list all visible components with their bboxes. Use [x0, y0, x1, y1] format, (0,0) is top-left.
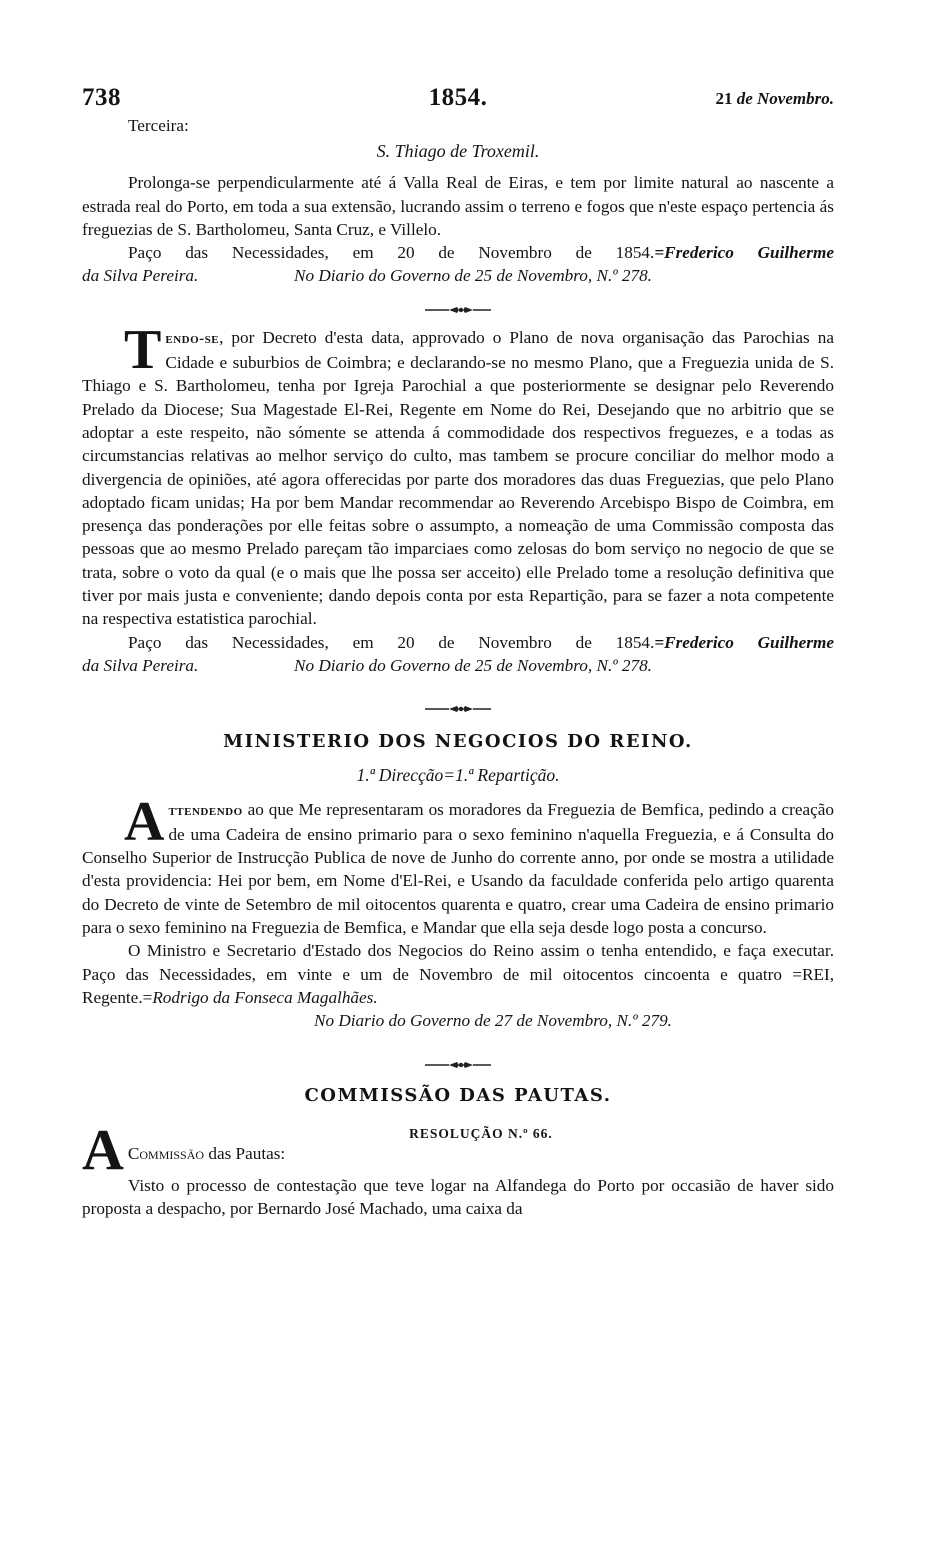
signature-line	[82, 264, 834, 287]
section-heading: COMMISSÃO DAS PAUTAS.	[304, 1084, 612, 1106]
drop-cap: A	[124, 790, 165, 853]
closing-line	[82, 241, 834, 264]
section-troxemil	[82, 114, 834, 288]
closing-text: Paço das Necessidades, em 20 de Novembro de 1854.	[128, 243, 655, 263]
resolution-number: RESOLUÇÃO N.º 66.	[409, 1125, 553, 1141]
closing-text: Paço das Necessidades, em 20 de Novembro de 1854.	[128, 632, 655, 652]
page-year: 1854.	[428, 84, 488, 111]
publication-note: No Diario do Governo de 25 de Novembro, N.º 278.	[294, 266, 652, 286]
paragraph	[82, 318, 834, 631]
page-date	[715, 89, 834, 109]
paragraph-text: O Ministro e Secretario d'Estado dos Negocios do Reino assim o tenha entendido, e faça executar. Paço das Necessidades, em vinte e um de Novembro de mil oitocentos cincoenta e quatro =REI, Regente.=	[82, 941, 834, 1007]
resolution-lead	[82, 1142, 834, 1165]
paragraph: Visto o processo de contestação que teve logar na Alfandega do Porto por occasião de haver sido proposta a despacho, por Bernardo José Machado, uma caixa da	[82, 1175, 834, 1218]
section-label: Terceira:	[128, 116, 189, 135]
section-commissao-pautas	[82, 1085, 834, 1221]
drop-cap: T	[124, 318, 162, 381]
signature: =Frederico Guilherme	[654, 632, 834, 652]
publication-note: No Diario do Governo de 27 de Novembro, N.º 279.	[314, 1011, 672, 1031]
document-page	[82, 80, 834, 1220]
signature: Rodrigo da Fonseca Magalhães.	[152, 987, 378, 1007]
section-subheading: 1.ª Direcção=1.ª Repartição.	[356, 765, 560, 786]
signature-name: da Silva Pereira.	[82, 655, 199, 675]
section-decree-coimbra	[82, 318, 834, 677]
paragraph	[82, 939, 834, 1009]
paragraph-text: , por Decreto d'esta data, approvado o Plano de nova organisação das Parochias na Cidade e suburbios de Coimbra; e declarando-se no mesmo Plano, que a Freguezia unida de S. Thiago e S. Bartholomeu, tenha por Igreja Parochial a que posteriormente se designar pelo Reverendo Prelado da Diocese; Sua Magestade El-Rei, Regente em Nome do Rei, Desejando que no arbitrio que se adoptar a este respeito, não sómente se attenda á commodidade dos respectivos freguezes, e a todas as circumstancias relativas ao melhor serviço do culto, mas tambem se procure conciliar do melhor modo a divergencia de opiniões, até agora offerecidas por parte dos moradores das duas Freguezias, que pelo Plano adoptado ficam unidas; Ha por bem Mandar recommendar ao Reverendo Arcebispo Bispo de Coimbra, em presença das ponderações por elle feitas sobre o assumpto, a nomeação de uma Commissão composta das pessoas que ao mesmo Prelado pareçam tão imparciaes como zelosas do bom serviço no negocio de que se trata, sobre o voto da qual (e o mais que lhe possa ser acceito) elle Prelado tome a resolução definitiva que tiver por mais justa e conveniente; dando depois conta por esta Repartição, para se fazer a nota competente na respectiva estatistica parochial.	[82, 327, 834, 629]
page-header	[82, 80, 834, 120]
lead-word: Commissão	[127, 1143, 205, 1163]
signature-name: da Silva Pereira.	[82, 266, 199, 286]
publication-note: No Diario do Governo de 25 de Novembro, N.º 278.	[294, 655, 652, 675]
paragraph	[82, 790, 834, 940]
drop-cap: A	[82, 1116, 124, 1182]
section-subtitle: S. Thiago de Troxemil.	[376, 141, 540, 161]
paragraph: Prolonga-se perpendicularmente até á Valla Real de Eiras, e tem por limite natural ao nascente a estrada real do Porto, em toda a sua extensão, lucrando assim o terreno e fogos que n'este espaço pertencia ás freguezias de S. Bartholomeu, Santa Cruz, e Villelo.	[82, 173, 834, 239]
lead-word: ttendendo	[168, 802, 243, 819]
signature: =Frederico Guilherme	[654, 243, 834, 263]
date-day: 21	[715, 89, 733, 108]
signature-line	[82, 654, 834, 677]
divider-ornament	[82, 697, 834, 721]
paragraph-text: ao que Me representaram os moradores da Freguezia de Bemfica, pedindo a creação de uma Cadeira de ensino primario para o sexo feminino n'aquella Freguezia, e á Consulta do Conselho Superior de Instrucção Publica de nove de Junho do corrente anno, por onde se mostra a utilidade d'esta providencia: Hei por bem, em Nome d'El-Rei, e Usando da faculdade conferida pelo artigo quarenta do Decreto de vinte de Setembro de mil oitocentos quarenta e quatro, crear uma Cadeira de ensino primario para o sexo feminino na Freguezia de Bemfica, e Mandar que ella seja desde logo posta a concurso.	[82, 799, 834, 938]
date-month: de Novembro.	[736, 89, 834, 108]
divider-ornament	[82, 298, 834, 322]
page-number: 738	[82, 84, 121, 111]
section-ministerio-reino	[82, 731, 834, 1032]
lead-word: endo-se	[165, 330, 220, 347]
closing-line	[82, 631, 834, 654]
lead-rest: das Pautas:	[204, 1143, 286, 1163]
section-heading: MINISTERIO DOS NEGOCIOS DO REINO.	[223, 731, 693, 753]
divider-ornament	[82, 1053, 834, 1077]
resolution-block	[82, 1116, 834, 1221]
